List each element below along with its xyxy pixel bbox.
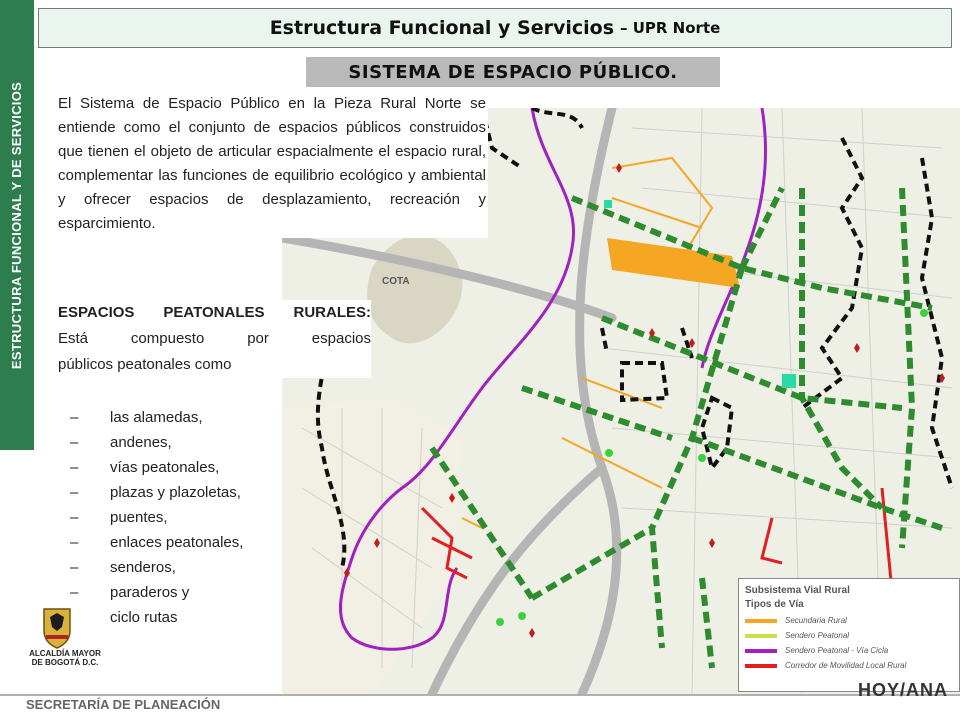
alcaldia-logo-text: ALCALDÍA MAYOR DE BOGOTÁ D.C. bbox=[29, 649, 101, 667]
legend-subtitle: Tipos de Vía bbox=[745, 599, 804, 610]
legend-row: Sendero Peatonal - Vía Cicla bbox=[745, 643, 959, 658]
rural-spaces-line2: públicos peatonales como bbox=[58, 352, 280, 378]
rural-spaces-line1: Está compuesto por espacios bbox=[58, 330, 371, 347]
list-item: – puentes, bbox=[70, 509, 168, 526]
list-item: – senderos, bbox=[70, 559, 176, 576]
rural-spaces-block bbox=[58, 300, 371, 378]
bogota-crest-icon bbox=[40, 605, 74, 649]
list-item: – las alamedas, bbox=[70, 409, 203, 426]
page-title-suffix: – UPR Norte bbox=[620, 19, 721, 37]
sidebar-label: ESTRUCTURA FUNCIONAL Y DE SERVICIOS bbox=[9, 81, 25, 369]
brand-logo: HOY/ANA bbox=[858, 680, 949, 700]
map-place-label: COTA bbox=[382, 276, 410, 287]
legend-swatch bbox=[745, 664, 777, 668]
legend-title: Subsistema Vial Rural bbox=[745, 585, 850, 596]
list-item: – plazas y plazoletas, bbox=[70, 484, 241, 501]
footer-divider bbox=[0, 694, 960, 696]
list-item: – vías peatonales, bbox=[70, 459, 220, 476]
legend-swatch bbox=[745, 619, 777, 623]
rural-spaces-heading: ESPACIOS PEATONALES RURALES: bbox=[58, 304, 371, 321]
list-item: ciclo rutas bbox=[110, 609, 178, 626]
legend-swatch bbox=[745, 649, 777, 653]
legend-swatch bbox=[745, 634, 777, 638]
list-item: – enlaces peatonales, bbox=[70, 534, 244, 551]
page-title: Estructura Funcional y Servicios bbox=[269, 17, 615, 39]
section-title: SISTEMA DE ESPACIO PÚBLICO. bbox=[348, 61, 678, 83]
legend-row: Secundaria Rural bbox=[745, 613, 959, 628]
legend-row: Sendero Peatonal bbox=[745, 628, 959, 643]
map-legend bbox=[738, 578, 960, 692]
list-item: – paraderos y bbox=[70, 584, 190, 601]
legend-row: Corredor de Movilidad Local Rural bbox=[745, 658, 959, 673]
section-banner bbox=[306, 57, 720, 87]
list-item: – andenes, bbox=[70, 434, 172, 451]
public-space-list bbox=[70, 405, 243, 630]
sidebar-label-wrap bbox=[0, 0, 34, 450]
intro-paragraph: El Sistema de Espacio Público en la Pieza Rural Norte se entiende como el conjunto de espacios públicos construidos que tienen el objeto de articular espacialmente el espacio rural, complementar las funciones de equilibrio ecológico y ambiental y ofrecer espacios de desplazamiento, recreación y esparcimiento. bbox=[58, 92, 488, 238]
footer-secretaria: SECRETARÍA DE PLANEACIÓN bbox=[26, 697, 221, 712]
page-title-box bbox=[38, 8, 952, 48]
